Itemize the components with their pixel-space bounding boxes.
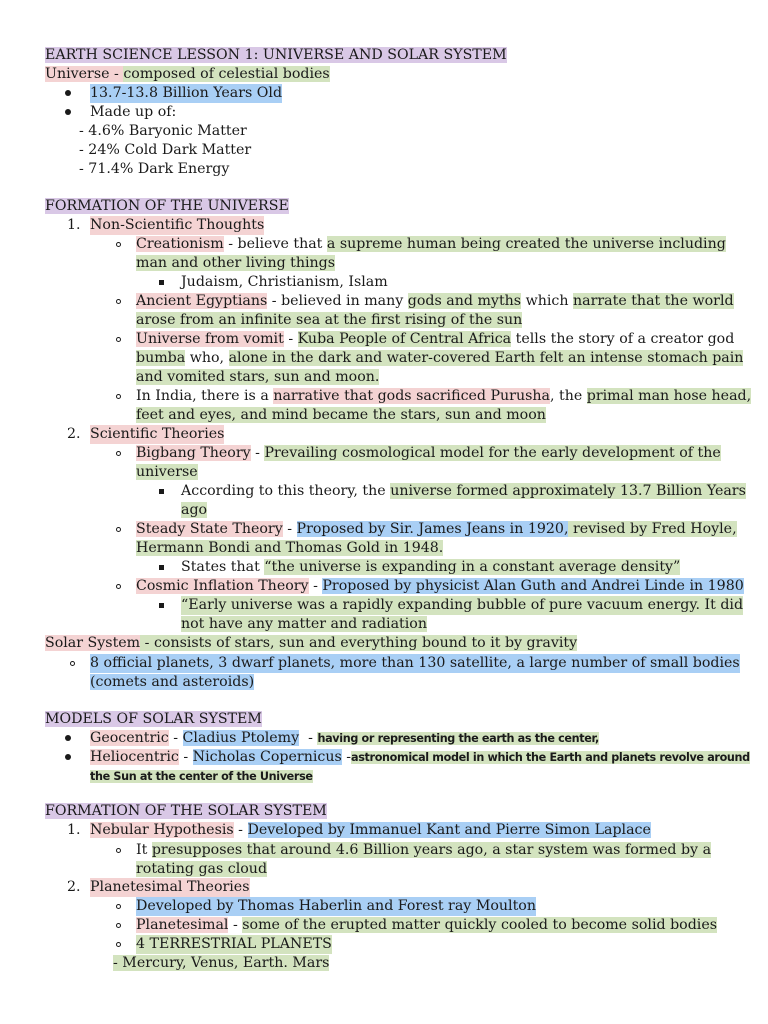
definition: astronomical model in which the Earth and planets revolve around <box>351 751 750 764</box>
circle-bullet-icon <box>116 451 121 456</box>
text: which <box>521 293 573 309</box>
term: Nebular Hypothesis <box>90 822 234 838</box>
text: tells the story of a creator god <box>511 331 735 347</box>
text: - <box>308 578 323 594</box>
term: Creationism <box>136 236 224 252</box>
heading-text: MODELS OF SOLAR SYSTEM <box>45 711 262 727</box>
terrestrial-list <box>113 954 329 973</box>
solar-planets-2 <box>90 673 254 692</box>
item-number: 1. <box>67 217 81 233</box>
definition: Prevailing cosmological model for the early development of the <box>264 445 721 461</box>
composition-line: - 4.6% Baryonic Matter <box>79 123 247 139</box>
highlight: Nicholas Copernicus <box>192 749 342 765</box>
text: - <box>168 730 183 746</box>
circle-bullet-icon <box>116 904 121 909</box>
circle-bullet-icon <box>116 923 121 928</box>
definition: alone in the dark and water-covered Earth felt an intense stomach pain <box>228 350 744 366</box>
highlight: Kuba People of Central Africa <box>297 331 512 347</box>
definition: primal man hose head, <box>586 388 752 404</box>
numbered-item <box>67 216 265 235</box>
list-item <box>65 84 283 103</box>
definition: feet and eyes, and mind became the stars, sun and moon <box>136 407 546 423</box>
highlight: Cladius Ptolemy <box>182 730 300 746</box>
geocentric-line <box>65 729 599 748</box>
definition: the Sun at the center of the Universe <box>90 770 313 783</box>
definition: man and other living things <box>136 255 336 271</box>
bullet-icon <box>65 109 71 115</box>
term: Universe from vomit <box>136 331 284 347</box>
highlight: Proposed by physicist Alan Guth and Andrei Linde in 1980 <box>322 578 744 594</box>
universe-term: Universe <box>45 66 110 82</box>
title-text: EARTH SCIENCE LESSON 1: UNIVERSE AND SOLAR SYSTEM <box>45 47 507 63</box>
bigbang-sub-2 <box>181 501 207 520</box>
numbered-item <box>67 425 225 444</box>
bullet-icon <box>65 735 71 741</box>
term: Steady State Theory <box>136 521 283 537</box>
circle-bullet-icon <box>116 527 121 532</box>
term: Ancient Egyptians <box>136 293 268 309</box>
text: - believed in many <box>267 293 408 309</box>
text: - <box>233 822 248 838</box>
highlight: “Early universe was a rapidly expanding bubble of pure vacuum energy. It did <box>181 597 744 613</box>
item-number: 2. <box>67 879 81 895</box>
item-number: 2. <box>67 426 81 442</box>
term: Solar System <box>45 635 141 651</box>
circle-bullet-icon <box>116 242 121 247</box>
steady-line-2 <box>136 539 443 558</box>
text: who, <box>185 350 229 366</box>
circle-bullet-icon <box>116 394 121 399</box>
sep: - <box>109 66 124 82</box>
definition: having or representing the earth as the center, <box>317 732 599 745</box>
circle-bullet-icon <box>116 942 121 947</box>
creationism-line-2 <box>136 254 335 273</box>
composition-line: - 24% Cold Dark Matter <box>79 142 252 158</box>
heading-text: FORMATION OF THE SOLAR SYSTEM <box>45 803 327 819</box>
section-heading <box>45 802 327 821</box>
heliocentric-line <box>65 748 750 767</box>
term: Planetesimal <box>136 917 229 933</box>
nebular-line <box>67 821 651 840</box>
section-heading <box>45 710 262 729</box>
vomit-line-3 <box>136 368 379 387</box>
text: - <box>283 331 298 347</box>
text: - believe that <box>223 236 327 252</box>
definition: some of the erupted matter quickly cooled to become solid bodies <box>242 917 718 933</box>
list-item <box>65 103 177 122</box>
highlight: “the universe is expanding in a constant average density” <box>264 559 681 575</box>
highlight: gods and myths <box>407 293 522 309</box>
india-line-2 <box>136 406 546 425</box>
highlight: 8 official planets, 3 dwarf planets, more than 130 satellite, a large number of small bodies <box>90 655 740 671</box>
bullet-icon <box>65 90 71 96</box>
definition: narrate that the world <box>573 293 734 309</box>
text: , the <box>549 388 587 404</box>
composition-line: - 71.4% Dark Energy <box>79 161 230 177</box>
numbered-item <box>67 878 250 897</box>
text: - <box>341 749 352 765</box>
circle-bullet-icon <box>116 848 121 853</box>
sci-heading: Scientific Theories <box>90 426 225 442</box>
text: - <box>282 521 297 537</box>
definition: and vomited stars, sun and moon. <box>136 369 380 385</box>
highlight: not have any matter and radiation <box>181 616 427 632</box>
term: Heliocentric <box>90 749 179 765</box>
text: In India, there is a <box>136 388 274 404</box>
text: - <box>299 730 318 746</box>
universe-definition <box>45 65 330 84</box>
square-bullet-icon <box>159 280 164 285</box>
bigbang-line-2 <box>136 463 198 482</box>
highlight: revised by Fred Hoyle, <box>568 521 737 537</box>
text: Judaism, Christianism, Islam <box>181 274 388 290</box>
text: - <box>228 917 243 933</box>
highlight: Developed by Immanuel Kant and Pierre Simon Laplace <box>247 822 651 838</box>
term: Geocentric <box>90 730 169 746</box>
highlight: (comets and asteroids) <box>90 674 255 690</box>
universe-def: composed of celestial bodies <box>123 66 330 82</box>
nonsci-heading: Non-Scientific Thoughts <box>90 217 265 233</box>
text: States that <box>181 559 265 575</box>
text: According to this theory, the <box>181 483 391 499</box>
definition: a supreme human being created the universe including <box>326 236 726 252</box>
definition: rotating gas cloud <box>136 861 268 877</box>
highlight: universe formed approximately 13.7 Billion Years <box>390 483 746 499</box>
section-heading <box>45 197 289 216</box>
term: Planetesimal Theories <box>90 879 250 895</box>
solar-definition <box>45 634 577 653</box>
bullet-icon <box>65 754 71 760</box>
circle-bullet-icon <box>116 584 121 589</box>
definition: consists of stars, sun and everything bound to it by gravity <box>153 635 578 651</box>
universe-age: 13.7-13.8 Billion Years Old <box>90 85 283 101</box>
square-bullet-icon <box>159 603 164 608</box>
square-bullet-icon <box>159 565 164 570</box>
definition: arose from an infinite sea at the first rising of the sun <box>136 312 523 328</box>
circle-bullet-icon <box>116 337 121 342</box>
item-number: 1. <box>67 822 81 838</box>
square-bullet-icon <box>159 489 164 494</box>
highlight: narrative that gods sacrificed Purusha <box>273 388 550 404</box>
text: It <box>136 842 152 858</box>
heading-text: FORMATION OF THE UNIVERSE <box>45 198 289 214</box>
highlight: Hermann Bondi and Thomas Gold in 1948. <box>136 540 444 556</box>
made-up-label: Made up of: <box>90 104 177 120</box>
term: Bigbang Theory <box>136 445 251 461</box>
cosmic-sub-2 <box>181 615 427 634</box>
highlight: bumba <box>136 350 186 366</box>
circle-bullet-icon <box>70 661 75 666</box>
highlight: ago <box>181 502 208 518</box>
egyptians-line-2 <box>136 311 522 330</box>
page-title <box>45 46 507 65</box>
highlight: 4 TERRESTRIAL PLANETS <box>136 936 332 952</box>
heliocentric-line-2 <box>90 767 313 786</box>
circle-bullet-icon <box>116 299 121 304</box>
vomit-line-2 <box>136 349 743 368</box>
highlight: - Mercury, Venus, Earth. Mars <box>113 955 330 971</box>
highlight: Developed by Thomas Haberlin and Forest ray Moulton <box>136 898 536 914</box>
term: Cosmic Inflation Theory <box>136 578 309 594</box>
nebular-sub-2 <box>136 860 267 879</box>
highlight: Proposed by Sir. James Jeans in 1920, <box>296 521 569 537</box>
definition: universe <box>136 464 198 480</box>
text: - <box>250 445 265 461</box>
text: - <box>140 635 154 651</box>
text: - <box>178 749 193 765</box>
definition: presupposes that around 4.6 Billion years ago, a star system was formed by a <box>151 842 712 858</box>
